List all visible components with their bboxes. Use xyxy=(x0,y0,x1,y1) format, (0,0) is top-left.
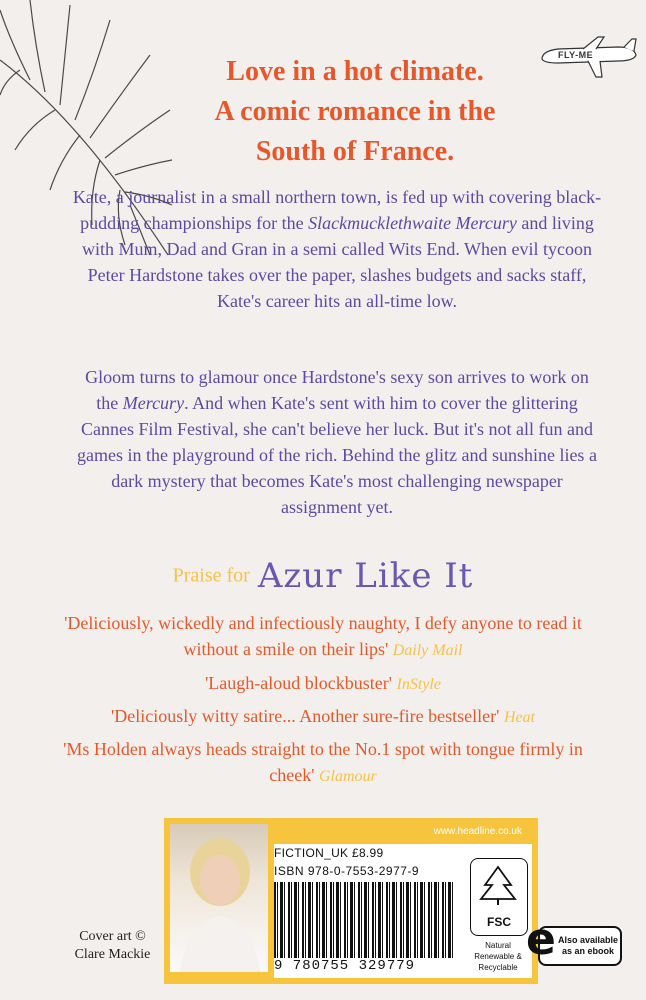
praise-heading xyxy=(0,556,646,596)
headline-line-2: A comic romance in the xyxy=(214,96,496,127)
isbn-label: ISBN 978-0-7553-2977-9 xyxy=(274,864,420,878)
quote-1: 'Deliciously, wickedly and infectiously naughty, I defy anyone to read it without a smile on their lips' Daily Mail xyxy=(64,613,582,659)
newspaper-title-short: Mercury xyxy=(122,393,185,413)
barcode xyxy=(274,882,454,962)
barcode-panel xyxy=(164,818,538,984)
quote-2: 'Laugh-aloud blockbuster' InStyle xyxy=(205,673,441,693)
price-label: FICTION_UK £8.99 xyxy=(274,846,384,860)
fsc-note: Natural Renewable & Recyclable xyxy=(474,941,522,972)
praise-for-label: Praise for xyxy=(172,564,250,587)
quote-source: Daily Mail xyxy=(392,642,463,659)
quote-4: 'Ms Holden always heads straight to the No.1 spot with tongue firmly in cheek' Glamour xyxy=(63,739,583,785)
isbn-panel xyxy=(274,844,532,978)
quote-3: 'Deliciously witty satire... Another sure-fire bestseller' Heat xyxy=(111,706,535,726)
quote-source: InStyle xyxy=(396,676,441,693)
headline-line-1: Love in a hot climate. xyxy=(226,56,484,87)
headline xyxy=(150,52,560,172)
author-photo xyxy=(170,824,268,972)
headline-line-3: South of France. xyxy=(255,136,455,167)
barcode-digits: 9 780755 329779 xyxy=(274,958,454,974)
newspaper-title: Slackmucklethwaite Mercury xyxy=(308,213,517,233)
praise-book-title: Azur Like It xyxy=(257,556,474,596)
quote-source: Glamour xyxy=(318,768,377,785)
quote-source: Heat xyxy=(503,709,535,726)
author-portrait-icon xyxy=(170,824,268,972)
ebook-badge xyxy=(526,914,622,966)
cover-art-credit: Cover art © Clare Mackie xyxy=(74,929,151,962)
tree-icon xyxy=(471,859,526,909)
ebook-text: Also available as an ebook xyxy=(557,935,619,956)
ebook-e-icon: e xyxy=(526,914,556,965)
blurb-paragraph-2: Gloom turns to glamour once Hardstone's sexy son arrives to work on the Mercury. And when Kate's sent with him to cover the glittering Cannes Film Festival, she can't believe her luck. But it's not all fun and games in the playground of the rich. Behind the glitz and sunshine lies a dark mystery that becomes Kate's most challenging newspaper assignment yet. xyxy=(77,367,597,517)
publisher-url: www.headline.co.uk xyxy=(433,826,522,837)
fsc-logo: FSC xyxy=(470,858,528,936)
plane-banner-text: FLY-ME xyxy=(558,50,594,60)
blurb-paragraph-1: Kate, a journalist in a small northern town, is fed up with covering black-pudding championships for the Slackmucklethwaite Mercury and living with Mum, Dad and Gran in a semi called Wits End. When evil tycoon Peter Hardstone takes over the paper, slashes budgets and sacks staff, Kate's career hits an all-time low. xyxy=(72,187,602,311)
